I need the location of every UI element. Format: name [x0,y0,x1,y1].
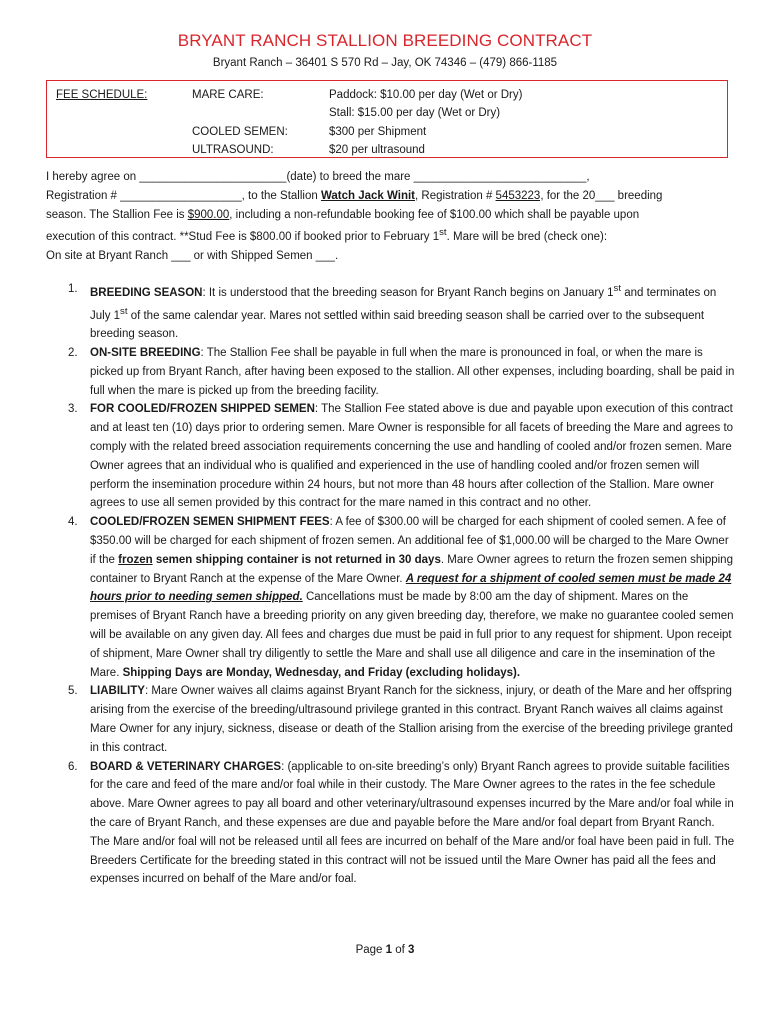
term-title: ON-SITE BREEDING [90,347,201,360]
shipment-request-notice: A request for a shipment of cooled semen must be made 24 hours prior to needing semen shipped. [90,572,732,604]
fee-schedule-label: FEE SCHEDULE: [56,89,148,101]
fee-label-mare-care: MARE CARE: [192,89,264,101]
stallion-fee: $900.00 [187,208,230,221]
stallion-registration: 5453223, [495,189,544,202]
fee-label-ultrasound: ULTRASOUND: [192,144,274,156]
stallion-name: Watch Jack Winit [320,189,415,202]
ranch-address: Bryant Ranch – 36401 S 570 Rd – Jay, OK 74346 – (479) 866-1185 [212,57,558,69]
intro-line: Registration # ___________________, to the Stallion Watch Jack Winit, Registration # 5453223, for the 20___ breeding [46,189,663,202]
contract-terms-list [46,280,736,889]
term-title: FOR COOLED/FROZEN SHIPPED SEMEN [90,403,315,416]
shipping-days-notice: Shipping Days are Monday, Wednesday, and Friday (excluding holidays). [122,666,521,679]
intro-line: On site at Bryant Ranch ___ or with Shipped Semen ___. [46,250,339,263]
intro-line: I hereby agree on _______________________(date) to breed the mare ___________________________, [46,171,590,183]
intro-line: season. The Stallion Fee is $900.00, including a non-refundable booking fee of $100.00 which shall be payable upon [46,208,640,221]
page-footer: Page 1 of 3 [355,944,415,956]
fee-label-cooled-semen: COOLED SEMEN: [192,126,288,138]
term-title: COOLED/FROZEN SEMEN SHIPMENT FEES [90,516,330,529]
agreement-intro [46,168,736,266]
fee-schedule-box [46,80,728,158]
term-shipment-fees: 4. COOLED/FROZEN SEMEN SHIPMENT FEES: A fee of $300.00 will be charged for each shipment of cooled semen. A fee of $350.00 will be charged for each shipment of frozen semen. An additional fee of $1,000.00 will be charged to the Mare Owner if the frozen semen shipping container is not returned in 30 days. Mare Owner agrees to return the frozen semen shipping container to Bryant Ranch at the expense of the Mare Owner. A request for a shipment of cooled semen must be made 24 hours prior to needing semen shipped. Cancellations must be made by 8:00 am the day of shipment. Mares on the premises of Bryant Ranch have a breeding priority on any given breeding day, therefore, we make no guarantee cooled semen will be available on any given day. All fees and charges due must be paid in full prior to any request for shipment. Upon receipt of shipment, Mare Owner shall try diligently to settle the Mare and shall use all diligence and care in the insemination of the Mare. Shipping Days are Monday, Wednesday, and Friday (excluding holidays). [68,516,734,679]
intro-line: execution of this contract. **Stud Fee is $800.00 if booked prior to February 1st. Mare will be bred (check one): [46,227,608,244]
fee-value-cooled-semen: $300 per Shipment [329,126,427,138]
term-shipped-semen: 3. FOR COOLED/FROZEN SHIPPED SEMEN: The Stallion Fee stated above is due and payable upon execution of this contract and at least ten (10) days prior to ordering semen. Mare Owner is responsible for all facets of breeding the Mare and agrees to comply with the related breed association requirements concerning the use and handling of cooled and/or frozen semen. Mare Owner agrees that an individual who is qualified and experienced in the use of handling cooled and/or frozen semen will perform the insemination procedure within 24 hours, but not more than 48 hours after collection of the Stallion. Mare owner agrees to use all semen provided by this contract for the mare named in this contract and no other. [68,403,734,510]
term-board-veterinary: 6. BOARD & VETERINARY CHARGES: (applicable to on-site breeding’s only) Bryant Ranch agrees to provide suitable facilities for the care and feed of the mare and/or foal while in their custody. The Mare Owner agrees to the rates in the fee schedule above. Mare Owner agrees to pay all board and other veterinary/ultrasound expenses incurred by the Mare and/or foal while in the care of Bryant Ranch, and these expenses are due and payable before the Mare and/or foal depart from Bryant Ranch. The Mare and/or foal will not be released until all fees are incurred on behalf of the Mare and/or foal have been paid in full. The Breeders Certificate for the breeding stated in this contract will not be issued until the Mare Owner has paid all the fees and expenses incurred on behalf of the Mare and/or foal. [68,760,735,886]
term-liability: 5. LIABILITY: Mare Owner waives all claims against Bryant Ranch for the sickness, injury, or death of the Mare and her offspring arising from the exercise of the breeding/ultrasound privilege granted in this contract. Bryant Ranch waives all claims against Mare Owner for any injury, sickness, disease or death of the Stallion arising from the exercise of the breeding privilege granted in this contract. [68,685,733,754]
term-title: LIABILITY [90,685,145,698]
term-breeding-season: 1. BREEDING SEASON: It is understood that the breeding season for Bryant Ranch begins on January 1st and terminates on July 1st of the same calendar year. Mares not settled within said breeding season shall be carried over to the subsequent breeding season. [68,283,717,341]
document-title: BRYANT RANCH STALLION BREEDING CONTRACT [177,31,593,50]
fee-value-paddock: Paddock: $10.00 per day (Wet or Dry) [329,89,523,101]
term-title: BOARD & VETERINARY CHARGES [90,760,282,773]
term-title: BREEDING SEASON [90,286,203,299]
fee-value-ultrasound: $20 per ultrasound [329,144,425,156]
fee-value-stall: Stall: $15.00 per day (Wet or Dry) [329,107,501,119]
page-number: 1 [385,944,393,956]
page-total: 3 [408,944,415,956]
term-on-site-breeding: 2. ON-SITE BREEDING: The Stallion Fee shall be payable in full when the mare is pronounced in foal, or when the mare is picked up from Bryant Ranch, after having been exposed to the stallion. All other expenses, including boarding, shall be paid in full when the mare is picked up from the breeding facility. [68,347,735,397]
